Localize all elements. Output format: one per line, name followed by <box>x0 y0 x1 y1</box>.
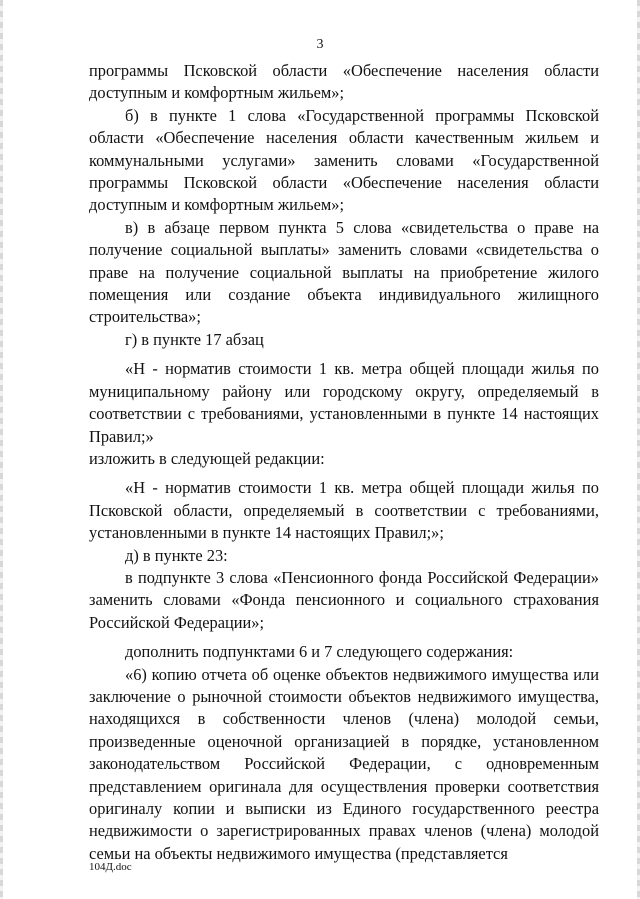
paragraph-g: г) в пункте 17 абзац <box>125 329 264 349</box>
paragraph-subpoint-6: «6) копию отчета об оценке объектов недвижимого имущества или заключение о рыночной стоимости объектов недвижимого имущества, находящихся в собственности членов (члена) молодой семьи, произведенные оценочной организацией в порядке, установленном законодательством Российской Федерации, с одновременным представлением оригинала для осуществления проверки соответствия оригиналу копии и выписки из Единого государственного реестра недвижимости о зарегистрированных правах членов (члена) молодой семьи на объекты недвижимого имущества (представляется <box>89 664 599 863</box>
document-body <box>89 60 599 865</box>
paragraph-v: в) в абзаце первом пункта 5 слова «свидетельства о праве на получение социальной выплаты» заменить словами «свидетельства о праве на получение социальной выплаты на приобретение жилого помещения или создание объекта индивидуального жилищного строительства»; <box>89 217 599 327</box>
paragraph-b: б) в пункте 1 слова «Государственной программы Псковской области «Обеспечение населения области качественным жильем и коммунальными услугами» заменить словами «Государственной программы Псковской области «Обеспечение населения области доступным и комфортным жильем»; <box>89 105 599 215</box>
file-name-footer: 104Д.doc <box>89 861 132 873</box>
quote-new-norm: «Н - норматив стоимости 1 кв. метра общей площади жилья по Псковской области, определяемый в соответствии с требованиями, установленными в пункте 14 настоящих Правил;»; <box>89 478 599 543</box>
scan-edge-left <box>0 0 3 899</box>
quote-old-norm: «Н - норматив стоимости 1 кв. метра общей площади жилья по муниципальному району или городскому округу, определяемый в соответствии с требованиями, установленными в пункте 14 настоящих Правил;» <box>89 359 599 446</box>
paragraph-add-subpoints: дополнить подпунктами 6 и 7 следующего содержания: <box>125 642 514 662</box>
paragraph-d: д) в пункте 23: <box>125 545 228 565</box>
paragraph-new-edition: изложить в следующей редакции: <box>89 448 325 468</box>
paragraph-subpoint-3: в подпункте 3 слова «Пенсионного фонда Российской Федерации» заменить словами «Фонда пенсионного и социального страхования Российской Федерации»; <box>89 567 599 632</box>
page-number: 3 <box>316 37 324 52</box>
paragraph-1: программы Псковской области «Обеспечение населения области доступным и комфортным жильем»; <box>89 61 599 103</box>
